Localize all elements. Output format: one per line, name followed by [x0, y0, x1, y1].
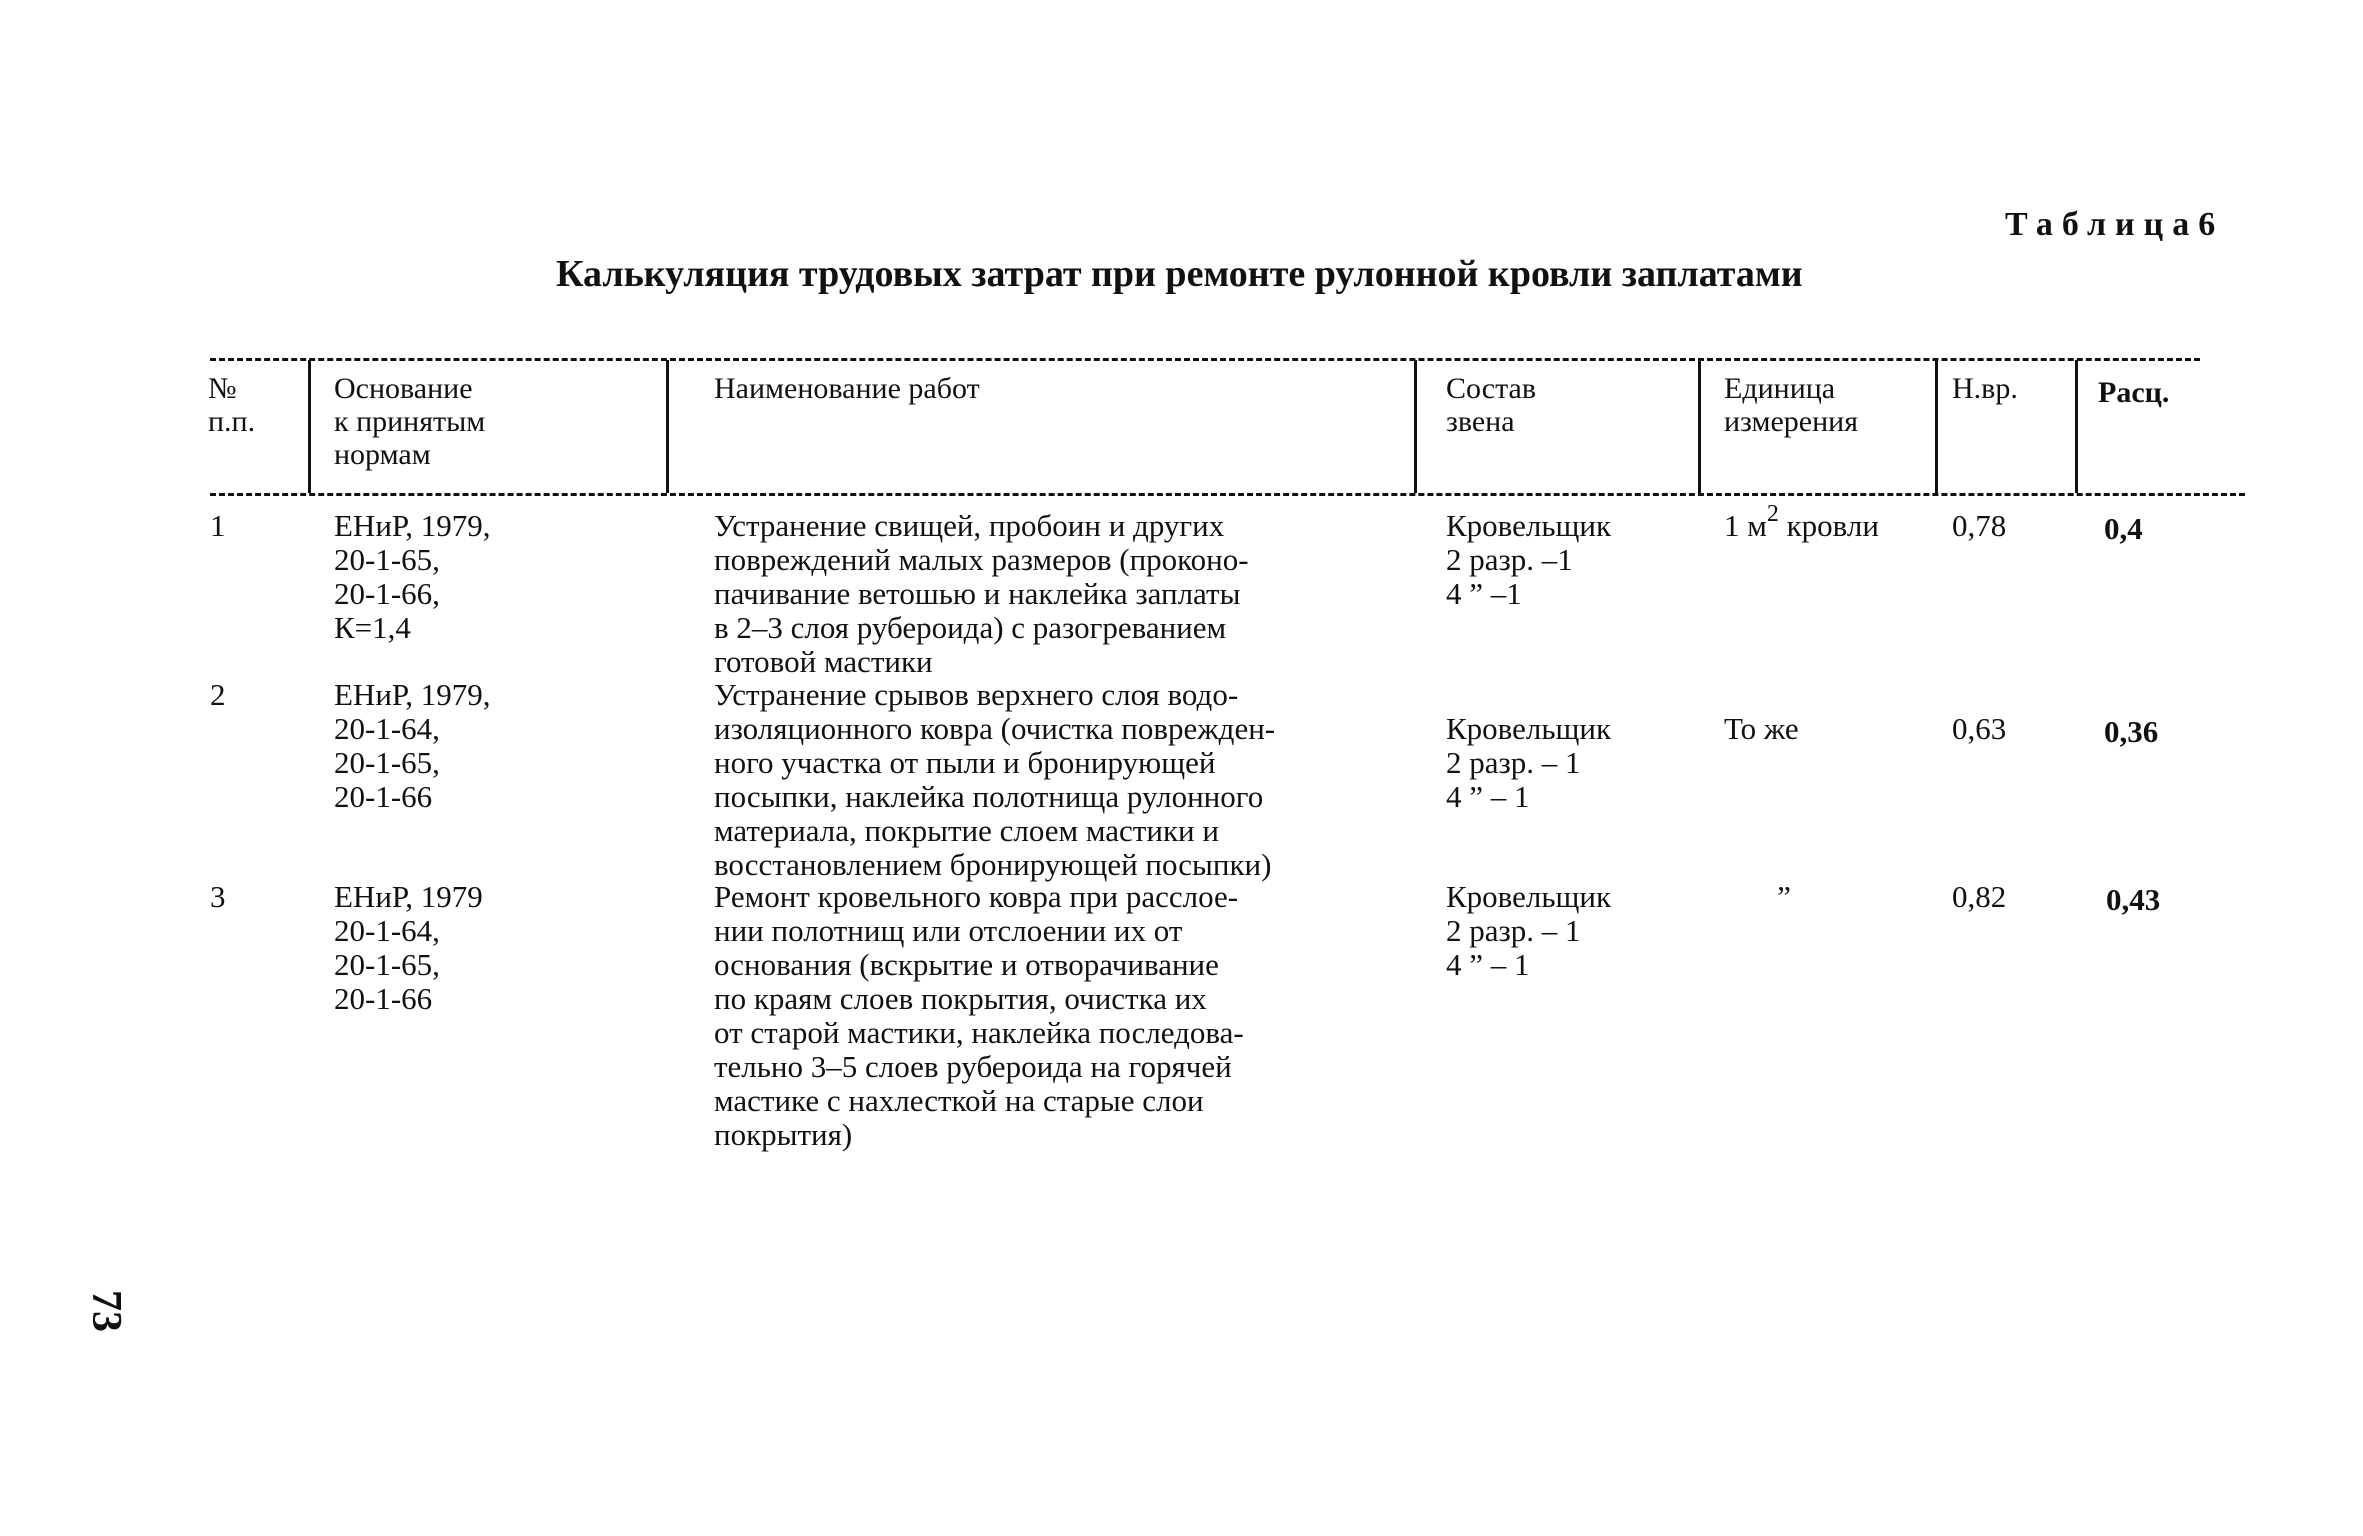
header-team-line-2: звена [1446, 405, 1515, 438]
row-1-team-line-2: 2 разр. –1 [1446, 542, 1573, 577]
row-2-work-line-6: восстановлением бронирующей посыпки) [714, 847, 1272, 882]
header-num-line-2: п.п. [208, 405, 256, 438]
header-rate [2098, 376, 2169, 409]
row-2-basis [334, 678, 491, 814]
row-3-work-line-8: покрытия) [714, 1117, 853, 1152]
row-1-basis [334, 509, 491, 645]
row-2-basis-line-1: ЕНиР, 1979, [334, 677, 491, 712]
row-3-work-line-2: нии полотнищ или отслоении их от [714, 913, 1183, 948]
row-3-rate: 0,43 [2106, 882, 2161, 917]
row-2-team-line-2: 2 разр. – 1 [1446, 745, 1581, 780]
row-1-work-line-4: в 2–3 слоя рубероида) с разогреванием [714, 610, 1227, 645]
row-3-work-line-6: тельно 3–5 слоев рубероида на горячей [714, 1049, 1232, 1084]
row-3-work-line-3: основания (вскрытие и отворачивание [714, 947, 1219, 982]
row-3-work-line-7: мастике с нахлесткой на старые слои [714, 1083, 1204, 1118]
row-2-unit: То же [1724, 711, 1799, 746]
row-1-work-line-5: готовой мастики [714, 644, 933, 679]
row-1-basis-line-1: ЕНиР, 1979, [334, 508, 491, 543]
row-1-team-line-1: Кровельщик [1446, 508, 1612, 543]
row-1-work-line-3: пачивание ветошью и наклейка заплаты [714, 576, 1241, 611]
row-3-basis [334, 880, 483, 1016]
row-2-team-line-3: 4 ” – 1 [1446, 779, 1530, 814]
table-title: Калькуляция трудовых затрат при ремонте рулонной кровли заплатами [556, 253, 1803, 295]
row-1-work-line-1: Устранение свищей, пробоин и других [714, 508, 1225, 543]
row-2-work-line-1: Устранение срывов верхнего слоя водо- [714, 677, 1239, 712]
row-2-work-line-5: материала, покрытие слоем мастики и [714, 813, 1219, 848]
row-2-rate: 0,36 [2104, 714, 2159, 749]
header-norm [1952, 372, 2018, 405]
row-2-norm: 0,63 [1952, 711, 2007, 746]
header-team [1446, 372, 1536, 438]
col-sep-6 [2075, 360, 2078, 493]
row-2-basis-line-2: 20-1-64, [334, 711, 440, 746]
row-3-team-line-3: 4 ” – 1 [1446, 947, 1530, 982]
row-1-unit-sup: 2 [1766, 500, 1779, 527]
header-work-line-1: Наименование работ [714, 372, 980, 405]
header-unit-line-2: измерения [1724, 405, 1859, 438]
header-work [714, 372, 980, 405]
col-sep-1 [308, 360, 311, 493]
row-1-basis-line-2: 20-1-65, [334, 542, 440, 577]
row-2-work [714, 678, 1275, 882]
header-num [208, 372, 255, 438]
header-top-rule [210, 358, 2200, 361]
row-1-work-line-2: повреждений малых размеров (проконо- [714, 542, 1249, 577]
row-3-norm: 0,82 [1952, 879, 2007, 914]
header-basis-line-3: нормам [334, 438, 431, 471]
row-3-basis-line-2: 20-1-64, [334, 913, 440, 948]
row-2-basis-line-3: 20-1-65, [334, 745, 440, 780]
row-3-work-line-4: по краям слоев покрытия, очистка их [714, 981, 1207, 1016]
row-3-basis-line-3: 20-1-65, [334, 947, 440, 982]
row-3-team-line-2: 2 разр. – 1 [1446, 913, 1581, 948]
header-basis-line-2: к принятым [334, 405, 486, 438]
row-2-work-line-3: ного участка от пыли и бронирующей [714, 745, 1216, 780]
row-2-work-line-2: изоляционного ковра (очистка поврежден- [714, 711, 1276, 746]
row-3-team [1446, 880, 1611, 982]
row-3-basis-line-1: ЕНиР, 1979 [334, 879, 483, 914]
row-1-team-line-3: 4 ” –1 [1446, 576, 1522, 611]
row-2-work-line-4: посыпки, наклейка полотнища рулонного [714, 779, 1264, 814]
row-2-basis-line-4: 20-1-66 [334, 779, 433, 814]
header-unit [1724, 372, 1858, 438]
row-2-num: 2 [210, 677, 226, 712]
header-rate-line-1: Расц. [2098, 376, 2170, 409]
header-basis-line-1: Основание [334, 372, 473, 405]
row-3-work [714, 880, 1244, 1152]
header-team-line-1: Состав [1446, 372, 1537, 405]
row-1-rate: 0,4 [2104, 511, 2143, 546]
row-3-basis-line-4: 20-1-66 [334, 981, 433, 1016]
row-3-team-line-1: Кровельщик [1446, 879, 1612, 914]
row-1-team [1446, 509, 1611, 611]
row-2-team-line-1: Кровельщик [1446, 711, 1612, 746]
col-sep-3 [1414, 360, 1417, 493]
header-basis [334, 372, 485, 471]
row-1-unit-suffix: кровли [1778, 508, 1879, 543]
row-1-norm: 0,78 [1952, 508, 2007, 543]
header-num-line-1: № [208, 372, 237, 405]
header-bottom-rule [210, 493, 2245, 496]
header-norm-line-1: Н.вр. [1952, 372, 2018, 405]
row-3-work-line-1: Ремонт кровельного ковра при расслое- [714, 879, 1239, 914]
col-sep-5 [1935, 360, 1938, 493]
row-2-team [1446, 712, 1611, 814]
row-3-unit: ” [1777, 879, 1791, 914]
row-1-basis-line-4: К=1,4 [334, 610, 411, 645]
row-1-work [714, 509, 1249, 679]
header-unit-line-1: Единица [1724, 372, 1836, 405]
row-1-unit-prefix: 1 м [1724, 508, 1767, 543]
row-1-basis-line-3: 20-1-66, [334, 576, 440, 611]
col-sep-4 [1698, 360, 1701, 493]
table-caption: Таблица6 [2005, 206, 2225, 243]
page-number: 73 [83, 1290, 129, 1332]
row-3-num: 3 [210, 879, 226, 914]
row-3-work-line-5: от старой мастики, наклейка последова- [714, 1015, 1244, 1050]
row-1-num: 1 [210, 508, 226, 543]
row-1-unit [1724, 500, 1879, 543]
col-sep-2 [666, 360, 669, 493]
